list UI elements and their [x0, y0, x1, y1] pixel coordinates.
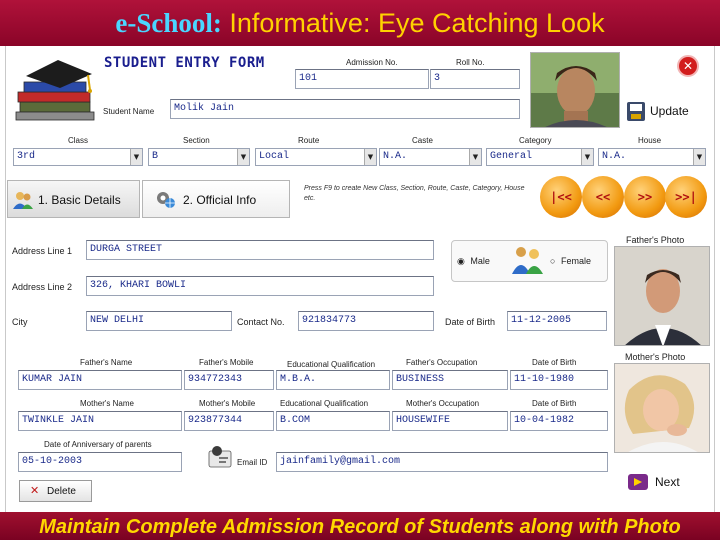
mother-occupation-label: Mother's Occupation [406, 399, 480, 408]
gender-female-option[interactable] [550, 256, 591, 266]
father-dob-label: Date of Birth [532, 358, 577, 367]
house-label: House [638, 136, 662, 145]
class-select[interactable] [13, 148, 143, 166]
radio-empty-icon: ○ [550, 256, 556, 266]
class-label: Class [68, 136, 89, 145]
house-select[interactable] [598, 148, 706, 166]
father-name-label: Father's Name [80, 358, 133, 367]
father-photo[interactable] [614, 246, 710, 346]
slide-title-brand: e-School: [115, 8, 222, 38]
gender-male-label: Male [470, 256, 490, 266]
mother-name-field[interactable]: TWINKLE JAIN [18, 411, 182, 431]
father-name-field[interactable]: KUMAR JAIN [18, 370, 182, 390]
city-label: City [12, 317, 28, 327]
users-icon [12, 190, 34, 210]
father-photo-label: Father's Photo [626, 235, 685, 245]
gender-female-label: Female [560, 256, 591, 266]
contact-label: Contact No. [237, 317, 285, 327]
mother-dob-label: Date of Birth [532, 399, 577, 408]
route-select[interactable] [255, 148, 377, 166]
gender-male-option[interactable] [457, 256, 490, 267]
category-label: Category [519, 136, 552, 145]
next-icon [626, 470, 652, 494]
father-occupation-label: Father's Occupation [406, 358, 478, 367]
last-record-button[interactable]: >>| [665, 176, 707, 218]
father-edu-label: Educational Qualification [287, 360, 376, 369]
slide-title [0, 4, 720, 42]
chevron-down-icon: ▼ [469, 149, 481, 165]
form-heading: STUDENT ENTRY FORM [104, 55, 265, 71]
delete-button[interactable] [19, 480, 92, 502]
radio-selected-icon: ◉ [457, 256, 465, 266]
email-label: Email ID [237, 458, 268, 467]
next-label: Next [655, 475, 680, 489]
tab-basic-details[interactable] [7, 180, 140, 218]
chevron-down-icon: ▼ [364, 149, 376, 165]
caste-value: N.A. [383, 151, 408, 162]
tab-official-info-label: 2. Official Info [183, 193, 257, 207]
books-icon [12, 54, 98, 124]
caste-select[interactable] [379, 148, 482, 166]
mother-photo[interactable] [614, 363, 710, 453]
house-value: N.A. [602, 151, 627, 162]
mother-photo-label: Mother's Photo [625, 352, 686, 362]
section-label: Section [183, 136, 210, 145]
first-record-button[interactable]: |<< [540, 176, 582, 218]
address1-field[interactable]: DURGA STREET [86, 240, 434, 260]
student-photo[interactable] [530, 52, 620, 128]
father-dob-field[interactable]: 11-10-1980 [510, 370, 608, 390]
delete-icon: ✕ [30, 484, 40, 497]
student-name-label: Student Name [103, 107, 155, 116]
chevron-down-icon: ▼ [130, 149, 142, 165]
category-value: General [490, 151, 533, 162]
dob-label: Date of Birth [445, 317, 496, 327]
father-mobile-label: Father's Mobile [199, 358, 254, 367]
chevron-down-icon: ▼ [693, 149, 705, 165]
update-button[interactable] [624, 96, 706, 126]
father-mobile-field[interactable]: 934772343 [184, 370, 274, 390]
mother-dob-field[interactable]: 10-04-1982 [510, 411, 608, 431]
section-value: B [152, 151, 159, 162]
contact-field[interactable]: 921834773 [298, 311, 434, 331]
update-label: Update [650, 104, 689, 118]
address2-field[interactable]: 326, KHARI BOWLI [86, 276, 434, 296]
delete-label: Delete [47, 486, 76, 497]
tab-basic-details-label: 1. Basic Details [38, 193, 121, 207]
f9-hint: Press F9 to create New Class, Section, Route, Caste, Category, House etc. [304, 185, 525, 202]
update-icon [626, 100, 646, 122]
mother-mobile-field[interactable]: 923877344 [184, 411, 274, 431]
route-value: Local [259, 151, 290, 162]
mother-mobile-label: Mother's Mobile [199, 399, 256, 408]
anniversary-field[interactable]: 05-10-2003 [18, 452, 182, 472]
roll-no-label: Roll No. [456, 58, 485, 67]
mother-name-label: Mother's Name [80, 399, 134, 408]
mother-edu-label: Educational Qualification [280, 399, 369, 408]
student-name-field[interactable]: Molik Jain [170, 99, 520, 119]
category-select[interactable] [486, 148, 594, 166]
address2-label: Address Line 2 [12, 282, 73, 292]
caste-label: Caste [412, 136, 433, 145]
contact-card-icon [207, 443, 235, 469]
mother-edu-field[interactable]: B.COM [276, 411, 390, 431]
address1-label: Address Line 1 [12, 246, 73, 256]
father-edu-field[interactable]: M.B.A. [276, 370, 390, 390]
close-icon[interactable]: ✕ [677, 55, 699, 77]
dob-field[interactable]: 11-12-2005 [507, 311, 607, 331]
admission-no-field[interactable]: 101 [295, 69, 429, 89]
father-occupation-field[interactable]: BUSINESS [392, 370, 508, 390]
tab-official-info[interactable] [142, 180, 290, 218]
route-label: Route [298, 136, 320, 145]
admission-no-label: Admission No. [346, 58, 398, 67]
chevron-down-icon: ▼ [581, 149, 593, 165]
gear-globe-icon [155, 190, 177, 210]
class-value: 3rd [17, 151, 36, 162]
roll-no-field[interactable]: 3 [430, 69, 520, 89]
section-select[interactable] [148, 148, 250, 166]
anniversary-label: Date of Anniversary of parents [44, 440, 152, 449]
next-record-button[interactable]: >> [624, 176, 666, 218]
mother-occupation-field[interactable]: HOUSEWIFE [392, 411, 508, 431]
family-icon [510, 244, 546, 276]
previous-record-button[interactable]: << [582, 176, 624, 218]
chevron-down-icon: ▼ [237, 149, 249, 165]
next-button[interactable] [623, 466, 695, 496]
email-field[interactable]: jainfamily@gmail.com [276, 452, 608, 472]
slide-title-text: Informative: Eye Catching Look [229, 8, 605, 38]
slide-caption: Maintain Complete Admission Record of Students along with Photo [39, 516, 681, 538]
city-field[interactable]: NEW DELHI [86, 311, 232, 331]
